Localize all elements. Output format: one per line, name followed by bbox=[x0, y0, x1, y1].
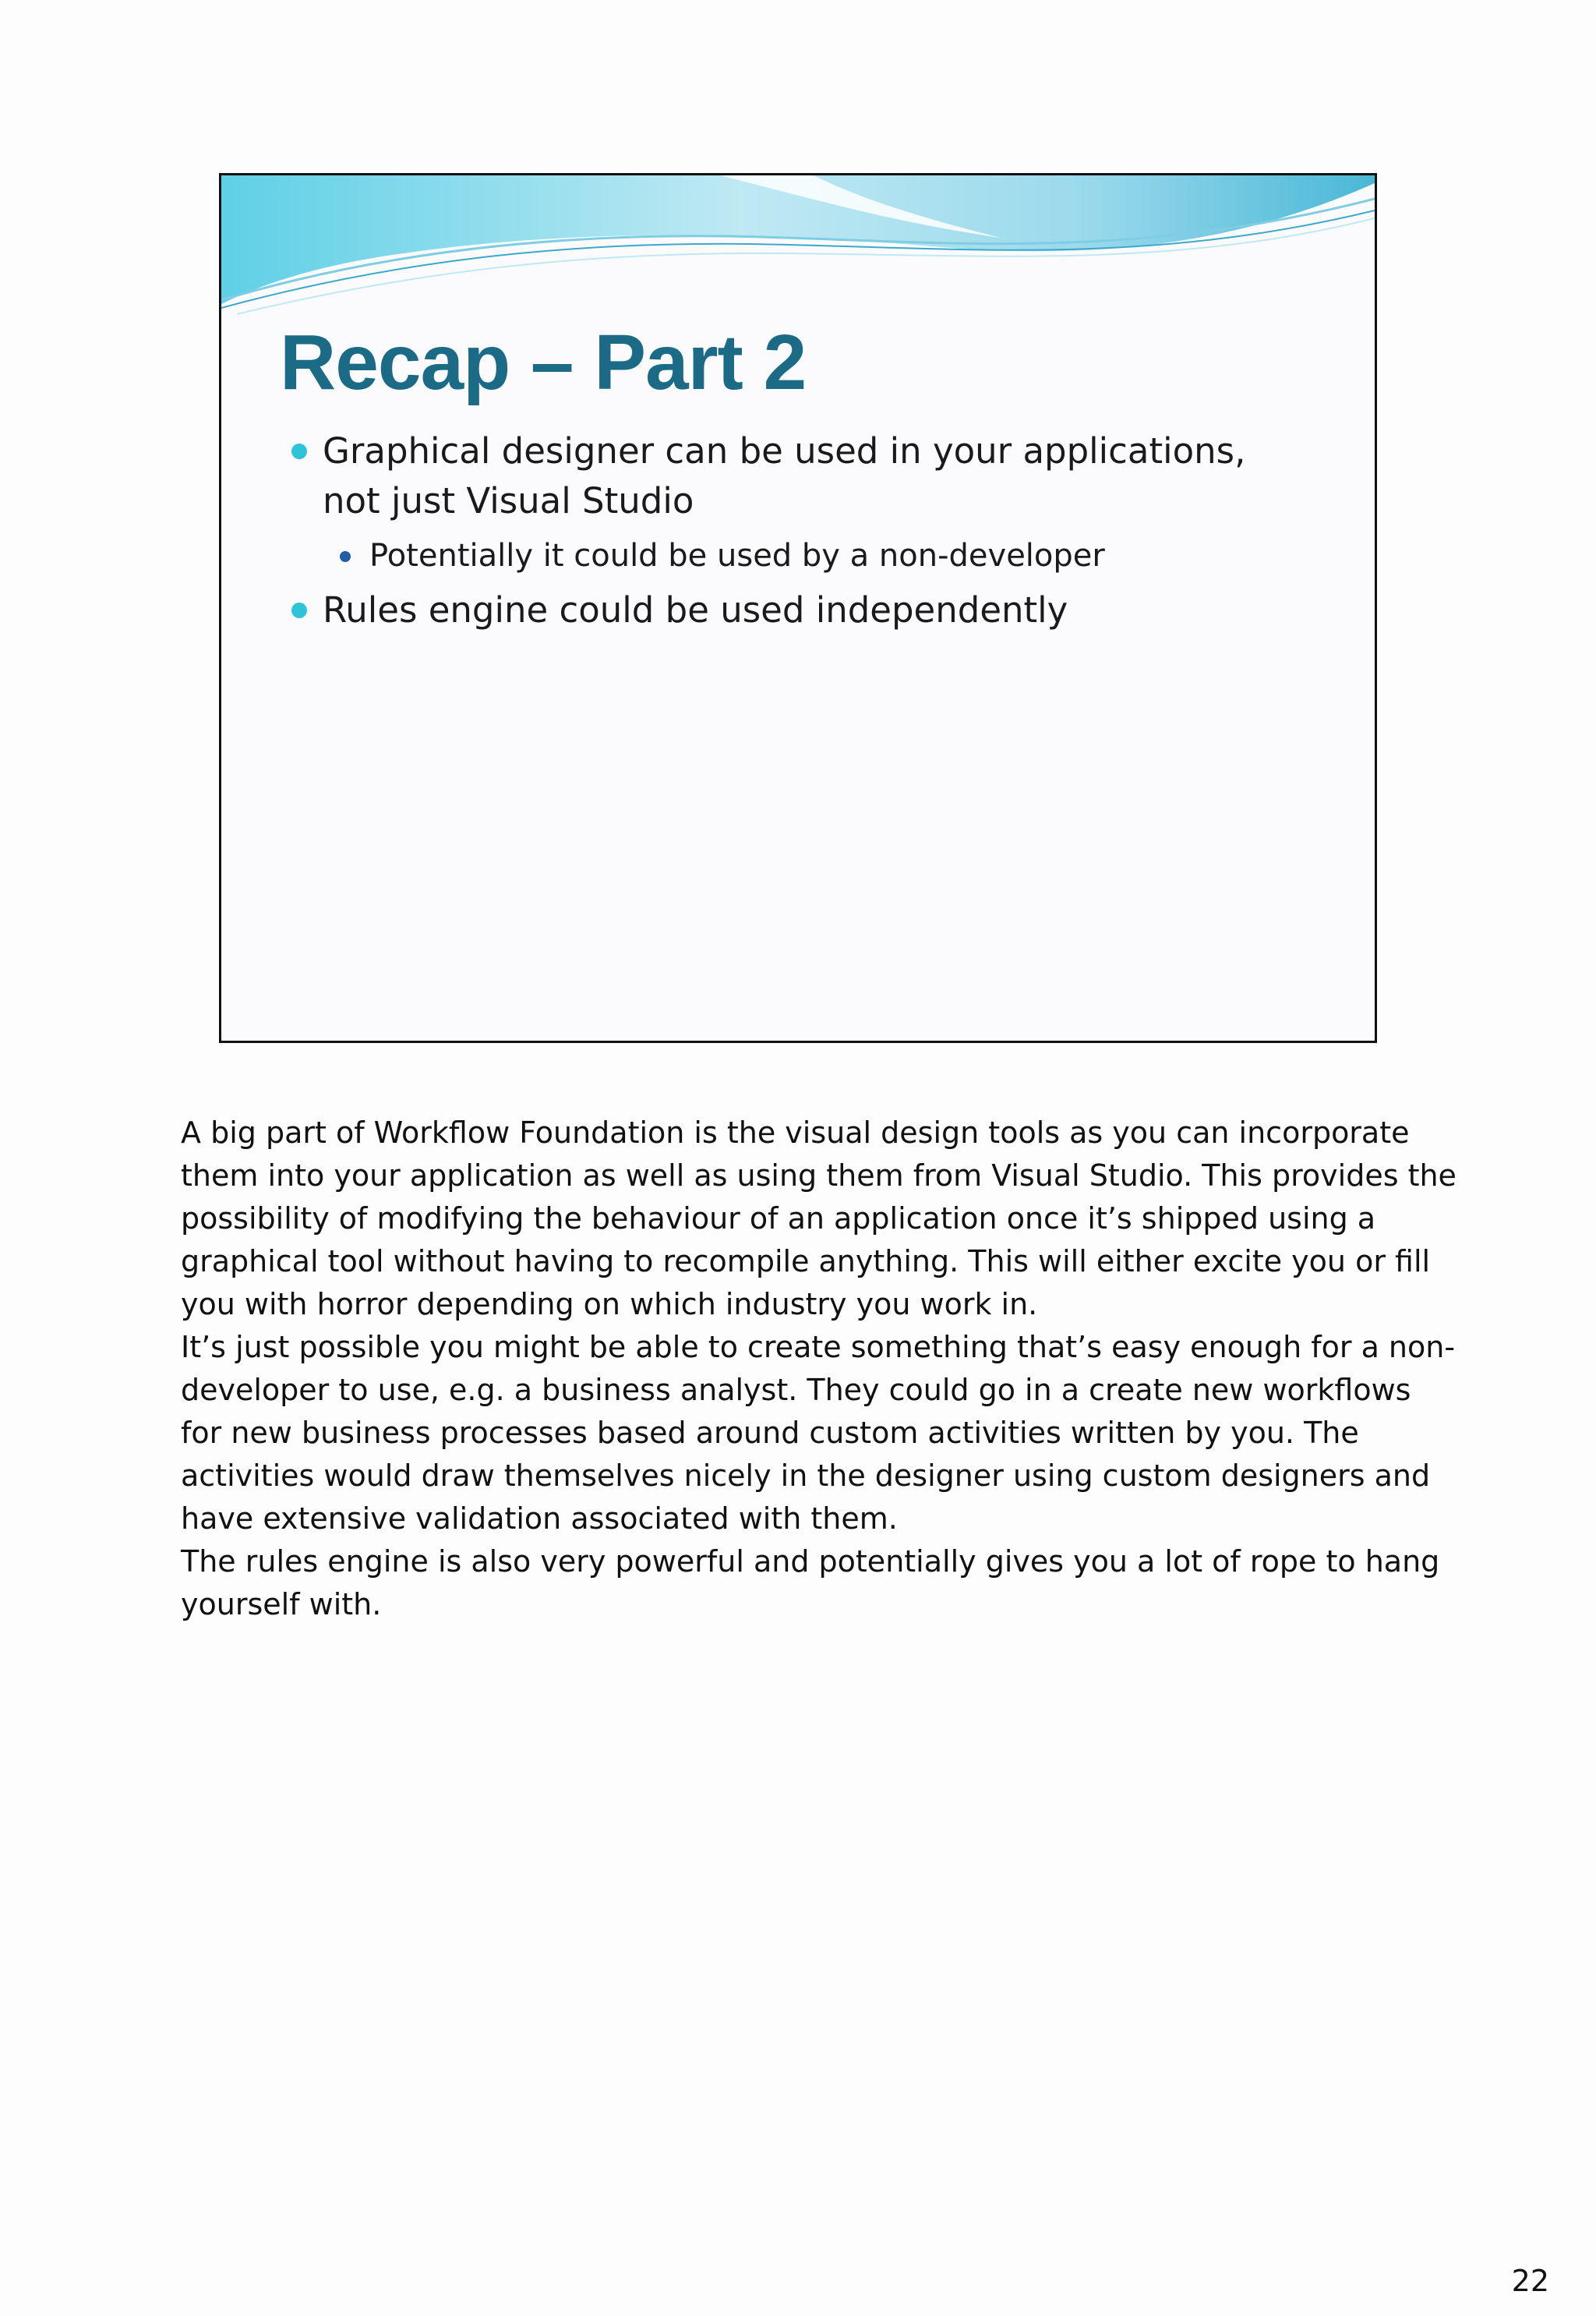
slide-bullet bbox=[291, 585, 1305, 635]
slide-bullet-text: Rules engine could be used independently bbox=[323, 589, 1068, 631]
sub-bullet-dot-icon bbox=[340, 551, 351, 562]
bullet-dot-icon bbox=[291, 444, 307, 459]
notes-paragraph: The rules engine is also very powerful and potentially gives you a lot of rope to hang yourself with. bbox=[181, 1544, 1440, 1621]
slide-thumbnail bbox=[219, 173, 1377, 1043]
notes-paragraph: A big part of Workflow Foundation is the visual design tools as you can incorporate them into your application as well as using them from Visual Studio. This provides the possibility of modifying the behaviour of an application once it’s shipped using a graphical tool without having to recompile anything. This will either excite you or fill you with horror depending on which industry you work in. bbox=[181, 1116, 1457, 1321]
notes-paragraph: It’s just possible you might be able to create something that’s easy enough for a non-developer to use, e.g. a business analyst. They could go in a create new workflows for new business processes based around custom activities written by you. The activities would draw themselves nicely in the designer using custom designers and have extensive validation associated with them. bbox=[181, 1330, 1456, 1536]
page-number: 22 bbox=[1511, 2264, 1549, 2298]
slide-sub-bullet bbox=[291, 532, 1305, 579]
slide-sub-bullet-text: Potentially it could be used by a non-developer bbox=[369, 538, 1105, 574]
speaker-notes bbox=[181, 1112, 1459, 1626]
slide-bullet-text: Graphical designer can be used in your applications, not just Visual Studio bbox=[323, 430, 1246, 522]
slide-title: Recap – Part 2 bbox=[280, 319, 807, 406]
slide-header-wave bbox=[221, 175, 1375, 324]
slide-bullet-list bbox=[291, 426, 1305, 635]
bullet-dot-icon bbox=[291, 603, 307, 618]
slide-bullet bbox=[291, 426, 1305, 526]
